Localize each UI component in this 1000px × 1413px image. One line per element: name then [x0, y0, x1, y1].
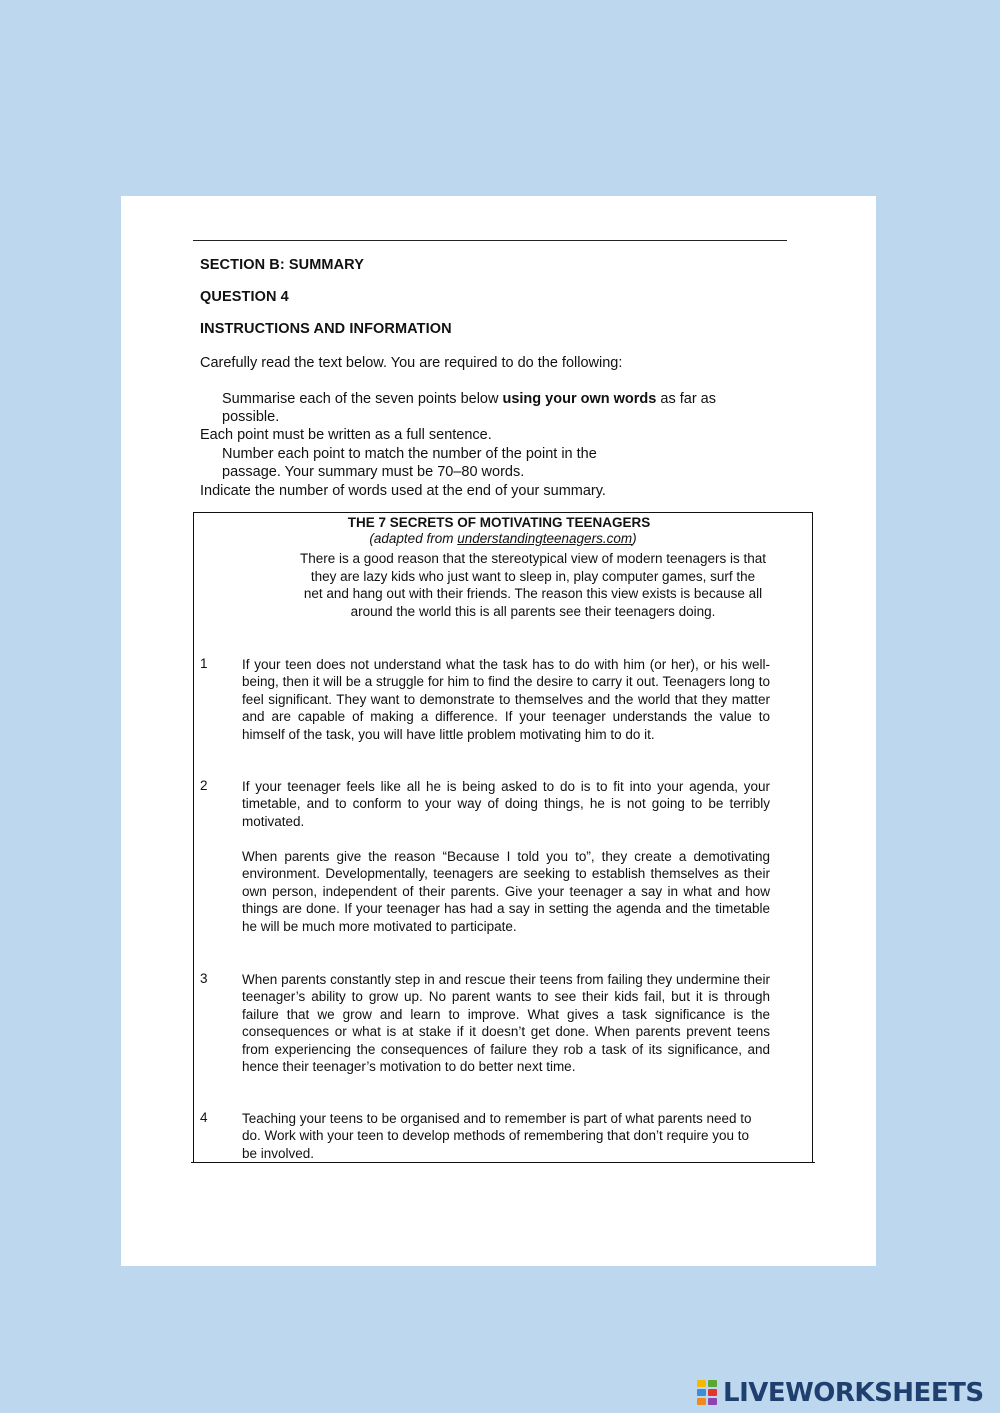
point-number: 2 — [200, 778, 208, 793]
instruction-item-1 — [222, 390, 762, 426]
liveworksheets-logo-icon — [697, 1380, 719, 1406]
instruction-item-4: Indicate the number of words used at the end of your summary. — [200, 483, 606, 499]
source-post: ) — [632, 531, 637, 546]
passage-title-text: THE 7 SECRETS OF MOTIVATING TEENAGERS — [347, 515, 651, 530]
point-text: If your teen does not understand what the task has to do with him (or her), or his well-being, then it will be a struggle for him to find the desire to carry it out. Teenagers long to feel significant. They want to demonstrate to themselves and the world that they matter and are capable of making a difference. If your teenager understands the value to himself of the task, you will have little problem motivating him to do it. — [242, 657, 770, 742]
passage-title — [193, 515, 813, 530]
source-link: understandingteenagers.com — [457, 531, 633, 546]
top-rule — [193, 240, 787, 241]
instruction-1-post: as far as possible. — [222, 391, 716, 425]
point-text: Teaching your teens to be organised and to remember is part of what parents need to do. Work with your teen to develop methods of remembering that don’t require you to be involved. — [242, 1111, 752, 1161]
point-number: 3 — [200, 971, 208, 986]
passage-intro: There is a good reason that the stereotypical view of modern teenagers is that they are lazy kids who just want to sleep in, play computer games, surf the net and hang out with their friends. The reason this view exists is because all around the world this is all parents see their teenagers doing. — [300, 551, 767, 619]
liveworksheets-logo — [697, 1375, 984, 1411]
instruction-item-3: Number each point to match the number of the point in the passage. Your summary must be 70–80 words. — [222, 446, 597, 480]
instructions-heading: INSTRUCTIONS AND INFORMATION — [200, 321, 452, 337]
passage-source — [193, 531, 813, 546]
liveworksheets-logo-text: LIVEWORKSHEETS — [723, 1378, 984, 1408]
instruction-item-2: Each point must be written as a full sentence. — [200, 427, 492, 443]
source-pre: (adapted from — [369, 531, 458, 546]
point-text: If your teenager feels like all he is being asked to do is to fit into your agenda, your timetable, and to conform to your way of doing things, he is not going to be terribly motivated. — [242, 779, 770, 829]
point-number: 1 — [200, 656, 208, 671]
point-text-continued: When parents give the reason “Because I told you to”, they create a demotivating environment. Developmentally, teenagers are seeking to establish themselves as their own person, independent of their parents. Give your teenager a say in what and how things are done. If your teenager has had a say in setting the agenda and the timetable he will be much more motivated to participate. — [242, 849, 770, 934]
point-text: When parents constantly step in and rescue their teens from failing they undermine their teenager’s ability to grow up. No parent wants to see their kids fail, but it is through failure that we grow and learn to improve. What gives a task significance is the consequences or what is at stake if it doesn’t get done. When parents prevent teens from experiencing the consequences of failure they rob a task of its significance, and hence their teenager’s motivation to do better next time. — [242, 972, 770, 1075]
instruction-1-pre: Summarise each of the seven points below — [222, 391, 503, 407]
instruction-1-bold: using your own words — [502, 391, 657, 407]
question-heading: QUESTION 4 — [200, 289, 289, 305]
section-heading: SECTION B: SUMMARY — [200, 257, 364, 273]
point-number: 4 — [200, 1110, 208, 1125]
lead-text: Carefully read the text below. You are required to do the following: — [200, 355, 623, 371]
